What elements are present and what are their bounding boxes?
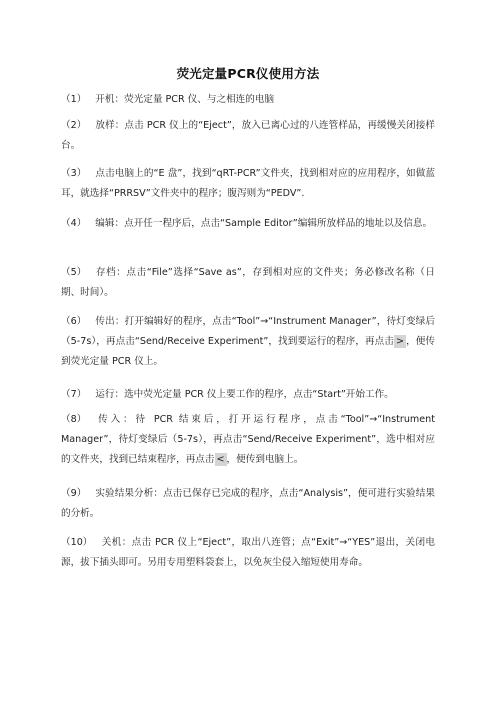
- step-text-after: ，便传到电脑上。: [226, 454, 304, 465]
- receive-arrow-key: <: [216, 454, 225, 465]
- step-text: 实验结果分析：点击已保存已完成的程序，点击“Analysis”，便可进行实验结果的分析。: [61, 488, 435, 519]
- step-number: （4）: [61, 218, 87, 229]
- step-number: （8）: [61, 414, 87, 425]
- step-text: 关机：点击 PCR 仪上“Eject”，取出八连管；点“Exit”→“YES”退出，关闭电源，拔下插头即可。另用专用塑料袋套上，以免灰尘侵入缩短使用寿命。: [61, 537, 435, 568]
- step-text: 编辑：点开任一程序后，点击“Sample Editor”编辑所放样品的地址以及信息。: [95, 218, 433, 229]
- step-text: 点击电脑上的“E 盘”，找到“qRT-PCR”文件夹，找到相对应的应用程序，如做蓝耳，就选择“PRRSV”文件夹中的程序；腹泻则为“PEDV”.: [61, 168, 435, 199]
- step-2: [61, 116, 435, 156]
- step-8: [61, 410, 435, 470]
- step-5: [61, 263, 435, 303]
- step-text: 传入：待 PCR 结束后，打开运行程序，点击“Tool”→“Instrument Manager”，待灯变绿后（5-7s），再点击“Send/Receive Experiment”，选中相对应的文件夹，找到已结束程序，再点击: [61, 414, 435, 465]
- step-4: [61, 214, 435, 234]
- document-title: 荧光定量PCR仪使用方法: [176, 66, 320, 81]
- step-text: 开机：荧光定量 PCR 仪、与之相连的电脑: [95, 94, 275, 105]
- step-7: [61, 385, 435, 405]
- step-number: （7）: [61, 389, 87, 400]
- step-text: 传出：打开编辑好的程序，点击“Tool”→“Instrument Manager”，待灯变绿后（5-7s），再点击“Send/Receive Experiment”，找到要运行的程序，再点击: [61, 316, 435, 347]
- step-number: （3）: [61, 168, 87, 179]
- step-number: （6）: [61, 316, 87, 327]
- step-1: [61, 90, 435, 110]
- step-number: （10）: [61, 537, 93, 548]
- step-number: （2）: [61, 120, 87, 131]
- step-number: （9）: [61, 488, 87, 499]
- step-3: [61, 164, 435, 204]
- step-number: （1）: [61, 94, 87, 105]
- send-arrow-key: >: [395, 336, 405, 347]
- step-number: （5）: [61, 267, 87, 278]
- step-6: [61, 312, 435, 372]
- step-text: 放样：点击 PCR 仪上的“Eject”，放入已离心过的八连管样品，再缓慢关闭接样台。: [61, 120, 435, 151]
- step-text: 存档：点击“File”选择“Save as”，存到相对应的文件夹；务必修改名称（日期、时间）。: [61, 267, 435, 298]
- step-text-after: ，便传到荧光定量 PCR 仪上。: [61, 336, 435, 367]
- step-9: [61, 484, 435, 524]
- step-text: 运行：选中荧光定量 PCR 仪上要工作的程序，点击“Start”开始工作。: [95, 389, 394, 400]
- step-10: [61, 533, 435, 573]
